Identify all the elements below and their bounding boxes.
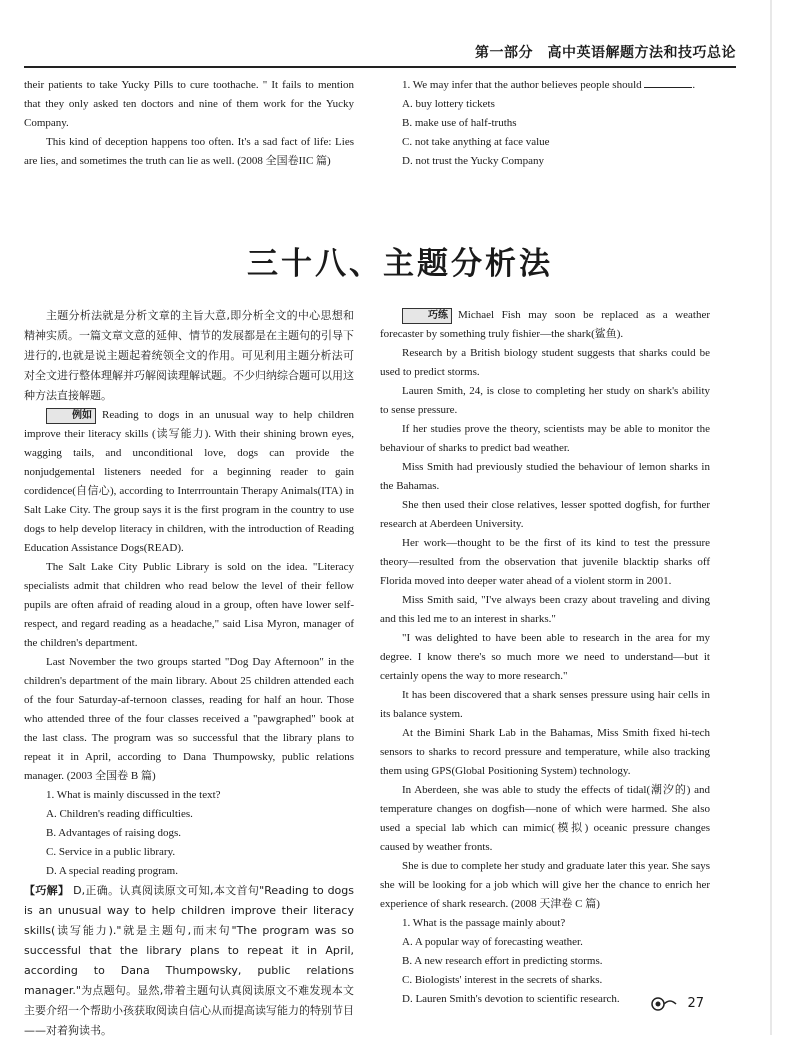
right-paragraph-7: Her work—thought to be the first of its kind to test the pressure theory—resulted from the observation that juvenile blacktip sharks off Florida moved into deeper water ahead of a violent storm in 2001. (380, 537, 710, 587)
left-option-d: D. A special reading program. (46, 865, 178, 877)
left-option-b: B. Advantages of raising dogs. (46, 827, 182, 839)
top-right-column (380, 76, 710, 171)
right-option-d: D. Lauren Smith's devotion to scientific research. (402, 993, 620, 1005)
left-column (24, 306, 354, 1041)
top-left-paragraph-2: This kind of deception happens too often. It's a sad fact of life: Lies are lies, and sometimes the truth can lie as well. (2008 全国卷IIC 篇) (24, 136, 354, 167)
example-paragraph-1: 例如 Reading to dogs in an unusual way to help children improve their literacy skills (读写能力). With their shining brown eyes, wagging tails, and unconditional love, dogs can provide the nonjudgemental listeners needed for a beginning reader to gain cordidence(自信心), according to Interrrountain Therapy Animals(ITA) in Salt Lake City. The group says it is the first program in the country to use dogs to help develop literacy in children, with the introduction of Reading Education Assistance Dogs(READ). (24, 409, 354, 554)
option-a: A. buy lottery tickets (402, 98, 495, 110)
option-c: C. not take anything at face value (402, 136, 550, 148)
section-title: 三十八、主题分析法 (247, 246, 553, 282)
left-option-a: A. Children's reading difficulties. (46, 808, 193, 820)
intro-paragraph: 主题分析法就是分析文章的主旨大意,即分析全文的中心思想和精神实质。一篇文章文意的延伸、情节的发展都是在主题句的引导下进行的,也就是说主题起着统领全文的作用。可见利用主题分析法可对全文进行整体理解并巧解阅读理解试题。不少归纳综合题可以用这种方法直接解题。 (24, 309, 354, 402)
right-paragraph-4: If her studies prove the theory, scientists may be able to monitor the behaviour of sharks to predict bad weather. (380, 423, 710, 454)
left-option-c: C. Service in a public library. (46, 846, 176, 858)
header-rule (24, 66, 736, 68)
right-paragraph-8: Miss Smith said, "I've always been crazy about traveling and diving and this led me to an interest in sharks." (380, 594, 710, 625)
scan-edge (770, 0, 772, 1035)
example-paragraph-2: The Salt Lake City Public Library is sold on the idea. "Literacy specialists admit that children who read below the level of their fellow pupils are often afraid of reading aloud in a group, often have lower self-respect, and regard reading as a headache," said Lisa Myron, manager of the children's department. (24, 561, 354, 649)
right-option-c: C. Biologists' interest in the secrets of sharks. (402, 974, 603, 986)
header-title: 第一部分 高中英语解题方法和技巧总论 (475, 45, 736, 61)
left-question: 1. What is mainly discussed in the text? (46, 789, 221, 801)
right-paragraph-6: She then used their close relatives, lesser spotted dogfish, for further research at Aberdeen University. (380, 499, 710, 530)
right-option-b: B. A new research effort in predicting storms. (402, 955, 603, 967)
right-paragraph-10: It has been discovered that a shark senses pressure using hair cells in its balance system. (380, 689, 710, 720)
right-column (380, 306, 710, 1009)
page-header (24, 38, 736, 68)
answer-blank (644, 77, 692, 88)
example-tag: 例如 (46, 408, 96, 424)
right-paragraph-5: Miss Smith had previously studied the behaviour of lemon sharks in the Bahamas. (380, 461, 710, 492)
example-paragraph-3: Last November the two groups started "Dog Day Afternoon" in the children's department of the main library. About 25 children attended each of the four Saturday-af-ternoon classes, reading for half an hour. Those who attended three of the four classes received a "pawgraphed" book at the last class. The program was so successful that the library plans to repeat it in April, according to Dana Thumpowsky, public relations manager. (2003 全国卷 B 篇) (24, 656, 354, 782)
page-ornament-icon (650, 996, 678, 1012)
option-b: B. make use of half-truths (402, 117, 517, 129)
analysis-tag: 【巧解】 (24, 884, 70, 897)
right-paragraph-13: She is due to complete her study and graduate later this year. She says she will be looking for a job which will give her the chance to enrich her experience of shark research. (2008 天津卷 C 篇) (380, 860, 710, 910)
right-paragraph-11: At the Bimini Shark Lab in the Bahamas, Miss Smith fixed hi-tech sensors to sharks to record pressure and temperature, while also tracking them using GPS(Global Positioning System) technology. (380, 727, 710, 777)
right-paragraph-12: In Aberdeen, she was able to study the effects of tidal(潮汐的) and temperature changes on dogfish—none of which were harmed. She also used a special lab which can mimic(模拟) oceanic pressure changes caused by weather fronts. (380, 784, 710, 853)
right-paragraph-2: Research by a British biology student suggests that sharks could be used to predict storms. (380, 347, 710, 378)
option-d: D. not trust the Yucky Company (402, 155, 544, 167)
right-option-a: A. A popular way of forecasting weather. (402, 936, 583, 948)
top-left-paragraph-1: their patients to take Yucky Pills to cure toothache. " It fails to mention that they only asked ten doctors and nine of them work for the Yucky Company. (24, 79, 354, 129)
top-right-question: 1. We may infer that the author believes people should . (402, 79, 696, 91)
right-question: 1. What is the passage mainly about? (402, 917, 566, 929)
page-number: 27 (687, 996, 704, 1011)
right-paragraph-9: "I was delighted to have been able to research in the area for my degree. I know there's so much more we need to understand—but it certainly opens the way to more research." (380, 632, 710, 682)
right-paragraph-3: Lauren Smith, 24, is close to completing her study on shark's ability to sense pressure. (380, 385, 710, 416)
analysis-paragraph: 【巧解】 D,正确。认真阅读原文可知,本文首句"Reading to dogs is an unusual way to help children improve their literacy skills(读写能力)."就是主题句,而末句"The program was so successful that the library plans to repeat it in April, according to Dana Thumpowsky, public relations manager."为点题句。显然,带着主题句认真阅读原文不难发现本文主要介绍一个帮助小孩获取阅读自信心从而提高读写能力的特别节目——对着狗读书。 (24, 884, 354, 1037)
right-paragraph-1: 巧练 Michael Fish may soon be replaced as a weather forecaster by something truly fishier—the shark(鲨鱼). (380, 309, 710, 340)
top-left-column (24, 76, 354, 171)
practice-tag: 巧练 (402, 308, 452, 324)
